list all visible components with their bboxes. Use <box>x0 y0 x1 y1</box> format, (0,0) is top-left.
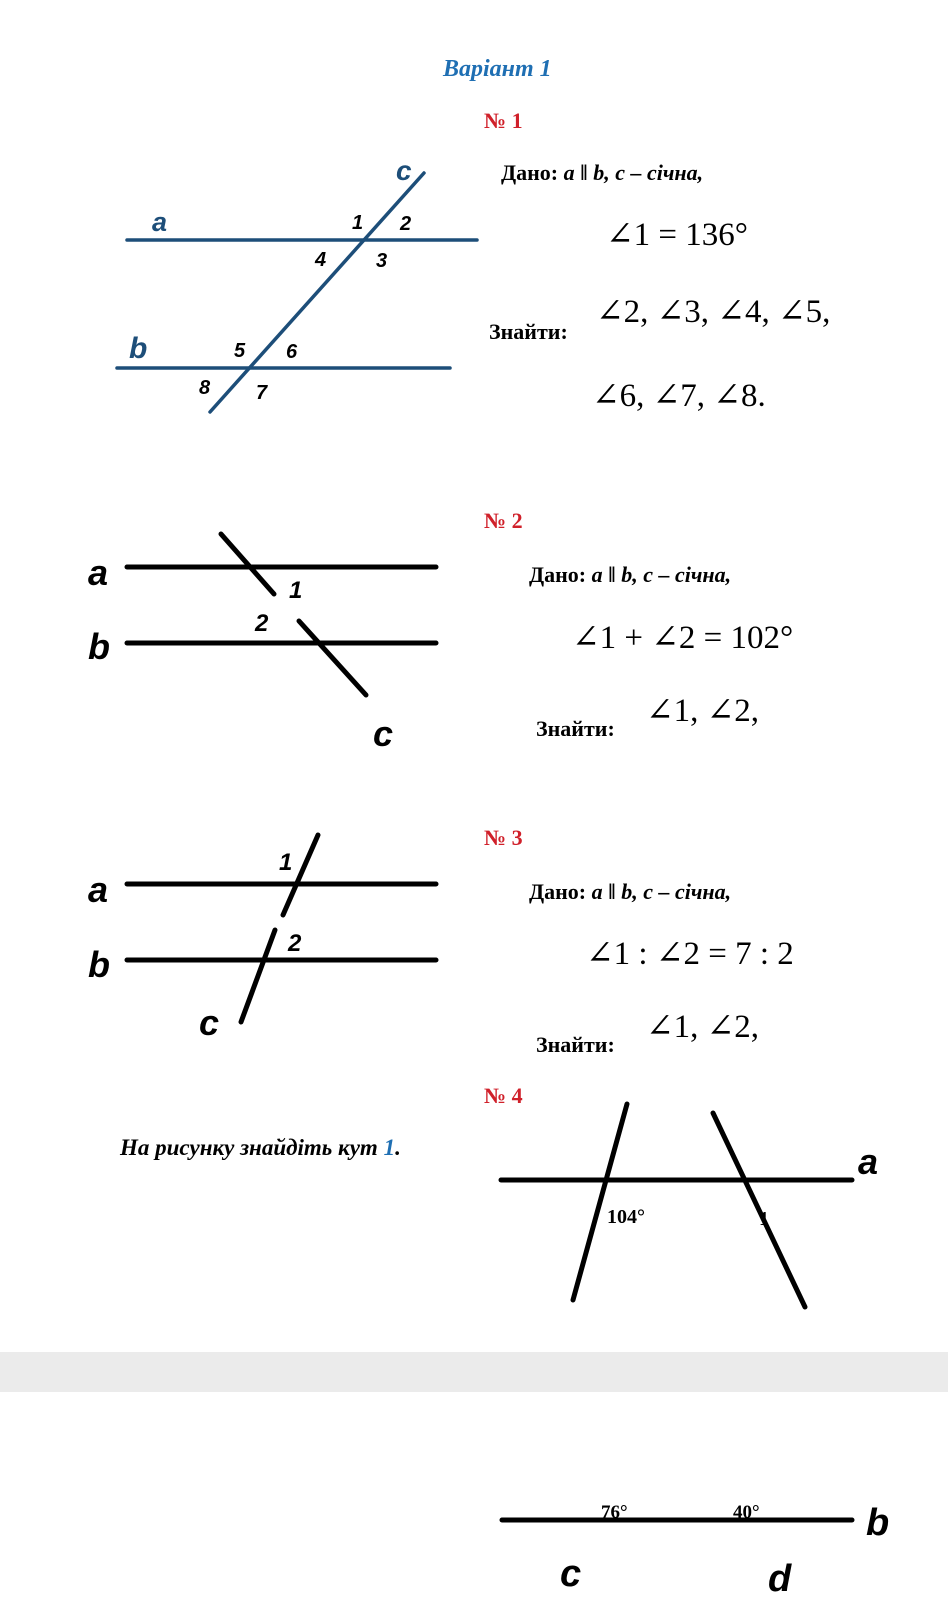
task2-condition: ∠1 + ∠2 = 102° <box>572 620 794 656</box>
task4-instruction-num: 1 <box>383 1135 396 1160</box>
task1-angle-7: 7 <box>256 382 268 404</box>
task2-angle-1: 1 <box>289 577 303 604</box>
task4-label-d: d <box>768 1558 792 1600</box>
task2-find-line1: ∠1, ∠2, <box>646 693 760 729</box>
page-break <box>0 1352 948 1392</box>
task1-angle-5: 5 <box>234 340 246 362</box>
task1-angle-3: 3 <box>376 250 388 272</box>
task4-number: № 4 <box>484 1083 523 1108</box>
task4-angle-76: 76° <box>601 1502 628 1523</box>
task3-label-b: b <box>88 944 110 985</box>
variant-title: Варіант 1 <box>443 56 552 82</box>
task1-given-text: a ‖ b, c – січна, <box>563 160 704 185</box>
task2-line-c-bottom <box>299 621 366 695</box>
task1-find-line1: ∠2, ∠3, ∠4, ∠5, <box>596 294 831 330</box>
task1-label-b: b <box>129 332 148 365</box>
task3-label-c: c <box>199 1002 220 1043</box>
task1-given-label: Дано: <box>501 160 559 185</box>
task2-given-label: Дано: <box>529 562 587 587</box>
task2-given <box>529 562 731 588</box>
task2-label-b: b <box>88 626 110 667</box>
task4-angle-1: 1 <box>759 1208 769 1230</box>
task3-label-a: a <box>88 869 109 910</box>
task4-label-c: c <box>560 1553 582 1595</box>
task1-find-line2: ∠6, ∠7, ∠8. <box>592 378 766 414</box>
task4-line-left <box>573 1104 627 1300</box>
task1-angle-4: 4 <box>315 249 327 271</box>
task1-number: № 1 <box>484 108 523 133</box>
task1-label-a: a <box>152 207 168 237</box>
task2-label-c: c <box>373 713 394 754</box>
task4-figure <box>501 1104 852 1520</box>
task3-line-c-bottom <box>241 930 275 1022</box>
task4-label-b: b <box>866 1502 890 1544</box>
task2-number: № 2 <box>484 508 523 533</box>
task2-given-text: a ‖ b, c – січна, <box>591 562 732 587</box>
task2-figure <box>127 534 436 695</box>
task1-angle-1: 1 <box>352 212 364 234</box>
task1-angle-2: 2 <box>400 213 412 235</box>
task1-line-c <box>210 173 424 412</box>
task1-find-label: Знайти: <box>489 319 568 344</box>
task4-instruction-end: . <box>395 1135 401 1160</box>
task3-number: № 3 <box>484 825 523 850</box>
task3-angle-2: 2 <box>288 930 302 957</box>
task1-angle-8: 8 <box>199 377 211 399</box>
task4-instruction-text: На рисунку знайдіть кут <box>120 1135 378 1160</box>
task3-condition: ∠1 : ∠2 = 7 : 2 <box>586 936 794 972</box>
task4-instruction <box>120 1135 401 1161</box>
task1-figure <box>117 173 477 412</box>
task3-angle-1: 1 <box>279 849 293 876</box>
task3-given <box>529 879 731 905</box>
task3-given-label: Дано: <box>529 879 587 904</box>
task1-angle-6: 6 <box>286 341 298 363</box>
task4-label-a: a <box>858 1141 879 1182</box>
task2-angle-2: 2 <box>255 610 269 637</box>
task3-given-text: a ‖ b, c – січна, <box>591 879 732 904</box>
task4-angle-40: 40° <box>733 1502 760 1523</box>
task1-condition: ∠1 = 136° <box>606 217 748 253</box>
task1-label-c: c <box>396 155 412 186</box>
task3-find-line1: ∠1, ∠2, <box>646 1009 760 1045</box>
task3-find-label: Знайти: <box>536 1032 615 1057</box>
task2-label-a: a <box>88 552 109 593</box>
task2-line-c-top <box>221 534 274 594</box>
task2-find-label: Знайти: <box>536 716 615 741</box>
task4-angle-104: 104° <box>607 1206 645 1228</box>
